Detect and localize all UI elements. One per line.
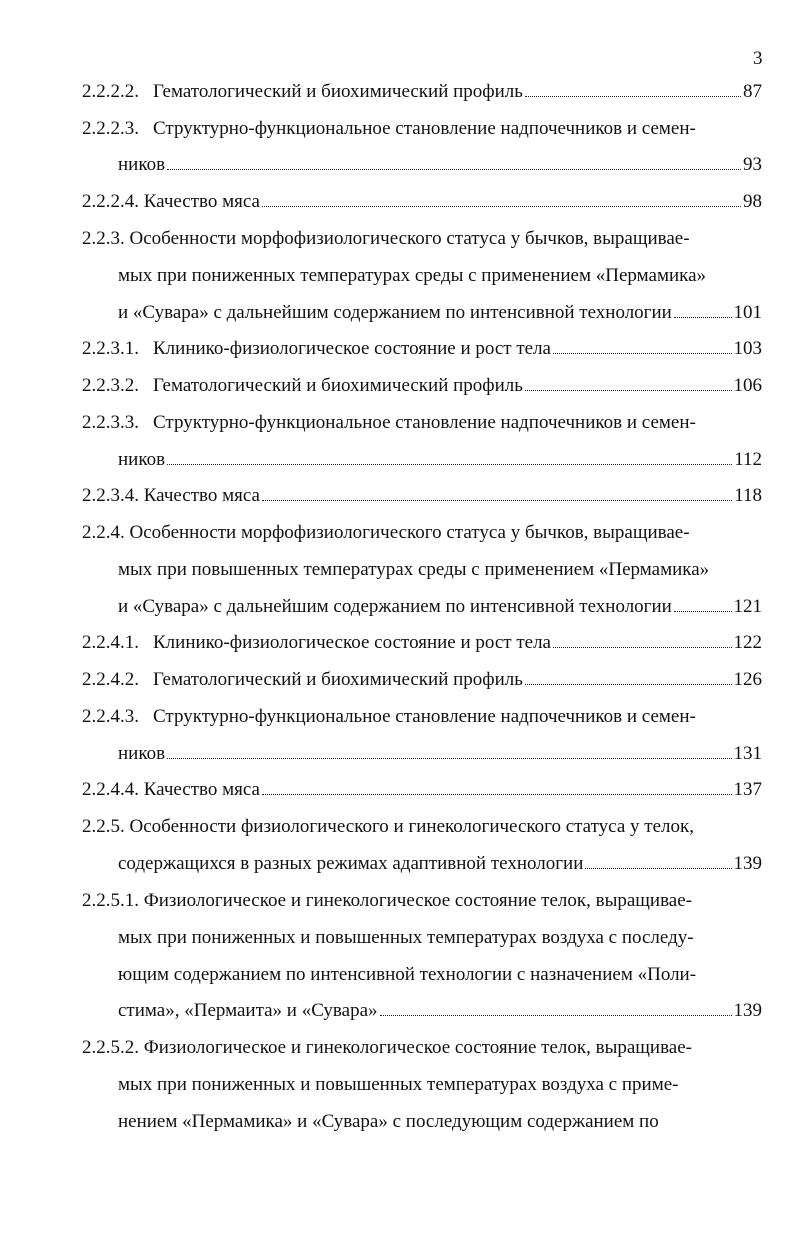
toc-entry: [82, 483, 762, 509]
toc-entry-page: 139: [733, 853, 762, 874]
toc-entry-title: Структурно-функциональное становление надпочечников и семен-: [153, 412, 696, 433]
toc-entry: 2.2.5.2. Физиологическое и гинекологическое состояние телок, выращивае-: [82, 1037, 693, 1058]
toc-entry: [82, 79, 762, 105]
toc-entry-number: 2.2.3.4.: [82, 485, 139, 506]
toc-entry-page: 103: [733, 338, 762, 359]
dot-leader: [525, 390, 732, 391]
toc-entry-page: 121: [733, 596, 762, 617]
toc-entry-continuation: мых при пониженных температурах среды с применением «Пермамика»: [118, 265, 707, 286]
toc-entry-title: Качество мяса: [143, 191, 260, 212]
dot-leader: [262, 794, 732, 795]
toc-entry-number: 2.2.2.2.: [82, 81, 139, 102]
toc-entry-title: ников: [118, 449, 166, 470]
toc-entry-title: и «Сувара» с дальнейшим содержанием по интенсивной технологии: [118, 596, 672, 617]
toc-entry: 2.2.3. Особенности морфофизиологического статуса у бычков, выращивае-: [82, 228, 690, 249]
toc-entry: [82, 189, 762, 215]
toc-entry-title: Качество мяса: [143, 485, 260, 506]
toc-entry: [82, 116, 762, 142]
toc-entry-continuation: [118, 741, 762, 767]
dot-leader: [262, 500, 732, 501]
toc-entry-number: 2.2.3.3.: [82, 412, 139, 433]
dot-leader: [553, 647, 732, 648]
toc-entry-continuation: ющим содержанием по интенсивной технологии с назначением «Поли-: [118, 964, 697, 985]
toc-entry-page: 87: [743, 81, 762, 102]
dot-leader: [674, 611, 732, 612]
toc-entry-title: ников: [118, 743, 166, 764]
toc-entry: [82, 373, 762, 399]
toc-entry-continuation: [118, 851, 762, 877]
dot-leader: [525, 684, 732, 685]
toc-entry-number: 2.2.2.3.: [82, 118, 139, 139]
toc-entry-title: Структурно-функциональное становление надпочечников и семен-: [153, 706, 696, 727]
dot-leader: [553, 353, 732, 354]
toc-entry-page: 106: [733, 375, 762, 396]
toc-entry-page: 98: [743, 191, 762, 212]
toc-entry-title: Клинико-физиологическое состояние и рост тела: [153, 632, 551, 653]
toc-entry-title: Качество мяса: [143, 779, 260, 800]
toc-entry-continuation: мых при пониженных и повышенных температурах воздуха с последу-: [118, 927, 694, 948]
page-number: 3: [753, 48, 763, 69]
toc-entry-page: 101: [733, 302, 762, 323]
toc-entry-number: 2.2.3.1.: [82, 338, 139, 359]
dot-leader: [585, 868, 731, 869]
toc-entry-page: 118: [734, 485, 762, 506]
toc-entry-title: Гематологический и биохимический профиль: [153, 81, 523, 102]
dot-leader: [525, 96, 741, 97]
toc-entry-number: 2.2.4.4.: [82, 779, 139, 800]
toc-entry-number: 2.2.2.4.: [82, 191, 139, 212]
toc-entry-page: 122: [733, 632, 762, 653]
toc-entry-page: 93: [743, 154, 762, 175]
toc-entry-page: 126: [733, 669, 762, 690]
toc-entry-continuation: мых при пониженных и повышенных температурах воздуха с приме-: [118, 1074, 679, 1095]
toc-entry-page: 112: [734, 449, 762, 470]
toc-entry-title: Структурно-функциональное становление надпочечников и семен-: [153, 118, 696, 139]
toc-entry-continuation: [118, 594, 762, 620]
toc-entry-title: и «Сувара» с дальнейшим содержанием по интенсивной технологии: [118, 302, 672, 323]
toc-entry: 2.2.4. Особенности морфофизиологического статуса у бычков, выращивае-: [82, 522, 690, 543]
dot-leader: [262, 206, 741, 207]
toc-entry-number: 2.2.4.1.: [82, 632, 139, 653]
toc-entry: [82, 777, 762, 803]
toc-entry-page: 137: [733, 779, 762, 800]
toc-entry: [82, 410, 762, 436]
toc-entry-title: Гематологический и биохимический профиль: [153, 669, 523, 690]
toc-entry-number: 2.2.4.3.: [82, 706, 139, 727]
toc-entry-title: стима», «Пермаита» и «Сувара»: [118, 1000, 378, 1021]
toc-entry: [82, 630, 762, 656]
dot-leader: [674, 317, 732, 318]
toc-entry-page: 131: [733, 743, 762, 764]
toc-entry: 2.2.5. Особенности физиологического и гинекологического статуса у телок,: [82, 816, 694, 837]
toc-entry-continuation: [118, 998, 762, 1024]
dot-leader: [167, 169, 741, 170]
toc-entry-continuation: [118, 447, 762, 473]
toc-entry-continuation: нением «Пермамика» и «Сувара» с последующим содержанием по: [118, 1111, 659, 1132]
toc-entry-continuation: [118, 300, 762, 326]
toc-entry-continuation: [118, 152, 762, 178]
toc-entry-number: 2.2.4.2.: [82, 669, 139, 690]
toc-entry: [82, 704, 762, 730]
dot-leader: [167, 758, 731, 759]
toc-entry: [82, 667, 762, 693]
toc-entry-page: 139: [733, 1000, 762, 1021]
toc-entry-title: содержащихся в разных режимах адаптивной технологии: [118, 853, 584, 874]
toc-entry-title: ников: [118, 154, 166, 175]
dot-leader: [167, 464, 732, 465]
toc-entry-title: Гематологический и биохимический профиль: [153, 375, 523, 396]
toc-entry: [82, 336, 762, 362]
dot-leader: [380, 1015, 732, 1016]
toc-entry: 2.2.5.1. Физиологическое и гинекологическое состояние телок, выращивае-: [82, 890, 693, 911]
toc-entry-title: Клинико-физиологическое состояние и рост тела: [153, 338, 551, 359]
toc-entry-continuation: мых при повышенных температурах среды с применением «Пермамика»: [118, 559, 710, 580]
toc-entry-number: 2.2.3.2.: [82, 375, 139, 396]
